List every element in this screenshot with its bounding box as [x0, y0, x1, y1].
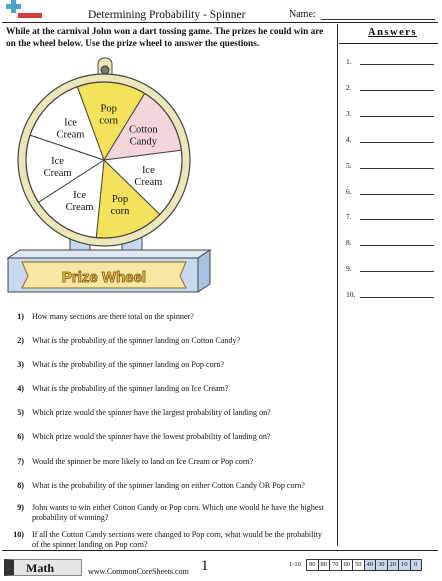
- wheel-section-label: Cream: [56, 129, 85, 141]
- score-cell: 10: [398, 559, 411, 571]
- question-text: Which prize would the spinner have the lowest probability of landing on?: [32, 432, 271, 441]
- answer-number: 2.: [346, 82, 352, 92]
- answer-number: 1.: [346, 57, 352, 66]
- answer-number: 3.: [346, 108, 352, 118]
- question-text: How many sections are there total on the spinner?: [32, 312, 194, 321]
- name-field[interactable]: [321, 19, 435, 20]
- wheel-section-label: Cream: [134, 176, 163, 188]
- score-cell: 40: [364, 559, 377, 571]
- question-number: 9): [17, 503, 24, 512]
- question-number: 6): [17, 432, 24, 441]
- question-number: 8): [17, 481, 24, 490]
- question-text: What is the probability of the spinner landing on Pop corn?: [32, 360, 224, 369]
- question-text: If all the Cotton Candy sections were changed to Pop corn, what would be the probability of the spinner landing on Pop corn?: [32, 530, 322, 549]
- score-table: [307, 559, 422, 571]
- wheel-section-label: Cotton: [129, 124, 158, 136]
- answers-divider: [339, 43, 438, 44]
- answer-field[interactable]: [360, 194, 434, 195]
- wheel-section-label: Ice: [64, 117, 77, 129]
- answer-number: 5.: [346, 160, 352, 170]
- score-cell: 20: [387, 559, 400, 571]
- answer-field[interactable]: [360, 64, 434, 65]
- footer-divider: [2, 550, 438, 551]
- answer-number: 7.: [346, 212, 352, 222]
- question-number: 4): [17, 384, 24, 393]
- question-text: What is the probability of the spinner landing on either Cotton Candy OR Pop corn?: [32, 481, 305, 490]
- answer-field[interactable]: [360, 168, 434, 169]
- wheel-section-label: Pop: [111, 193, 129, 205]
- score-cell: 80: [318, 559, 331, 571]
- answer-field[interactable]: [360, 219, 434, 220]
- question-number: 3): [17, 360, 24, 369]
- answer-number: 8.: [346, 238, 352, 248]
- score-cell: 30: [375, 559, 388, 571]
- subject-badge: Math: [4, 559, 82, 576]
- score-cell: 0: [410, 559, 423, 571]
- question-text: What is the probability of the spinner landing on Cotton Candy?: [32, 336, 241, 345]
- question-text: John wants to win either Cotton Candy or Pop corn. Which one would he have the highest probability of winning?: [32, 503, 324, 522]
- score-cell: 90: [306, 559, 319, 571]
- wheel-section-label: Candy: [129, 136, 158, 148]
- wheel-section-label: Cream: [43, 167, 72, 179]
- answer-field[interactable]: [360, 90, 434, 91]
- wheel-section-label: corn: [99, 115, 118, 127]
- wheel-section-label: Ice: [51, 155, 64, 167]
- answer-number: 4.: [346, 134, 352, 144]
- score-cell: 60: [341, 559, 354, 571]
- score-range: 1-10: [289, 561, 301, 568]
- site-url: www.CommonCoreSheets.com: [88, 567, 189, 576]
- question-number: 7): [17, 457, 24, 466]
- wheel-section-label: Ice: [141, 164, 155, 176]
- wheel-section-label: Ice: [73, 189, 87, 201]
- name-label: Name:: [289, 9, 316, 20]
- answer-number: 10.: [346, 290, 356, 300]
- answer-field[interactable]: [360, 116, 434, 117]
- wheel-section-label: Pop: [100, 103, 117, 115]
- header-divider: [2, 22, 438, 23]
- question-number: 1): [17, 312, 24, 321]
- question-number: 5): [17, 408, 24, 417]
- answer-field[interactable]: [360, 297, 434, 298]
- question-text: What is the probability of the spinner landing on Ice Cream?: [32, 384, 229, 393]
- column-divider: [337, 24, 338, 546]
- logo-icon: [3, 0, 43, 20]
- answers-heading: Answers: [368, 27, 417, 38]
- wheel-section-label: corn: [110, 205, 130, 217]
- answer-number: 9.: [346, 264, 352, 274]
- score-cell: 50: [352, 559, 365, 571]
- answer-field[interactable]: [360, 142, 434, 143]
- page-title: Determining Probability - Spinner: [88, 9, 246, 21]
- question-text: Which prize would the spinner have the largest probability of landing on?: [32, 408, 271, 417]
- answer-field[interactable]: [360, 271, 434, 272]
- answer-field[interactable]: [360, 245, 434, 246]
- instructions: While at the carnival John won a dart tossing game. The prizes he could win are on the wheel below. Use the prize wheel to answer the questions.: [6, 27, 324, 49]
- question-text: Would the spinner be more likely to land on Ice Cream or Pop corn?: [32, 457, 254, 466]
- wheel-section-label: Cream: [65, 201, 94, 213]
- answer-number: 6.: [346, 186, 352, 196]
- question-number: 2): [17, 336, 24, 345]
- question-number: 10): [13, 530, 24, 539]
- score-cell: 70: [329, 559, 342, 571]
- prize-wheel: [0, 48, 240, 298]
- page-number: 1: [201, 558, 209, 574]
- banner-text: Prize Wheel: [61, 269, 147, 286]
